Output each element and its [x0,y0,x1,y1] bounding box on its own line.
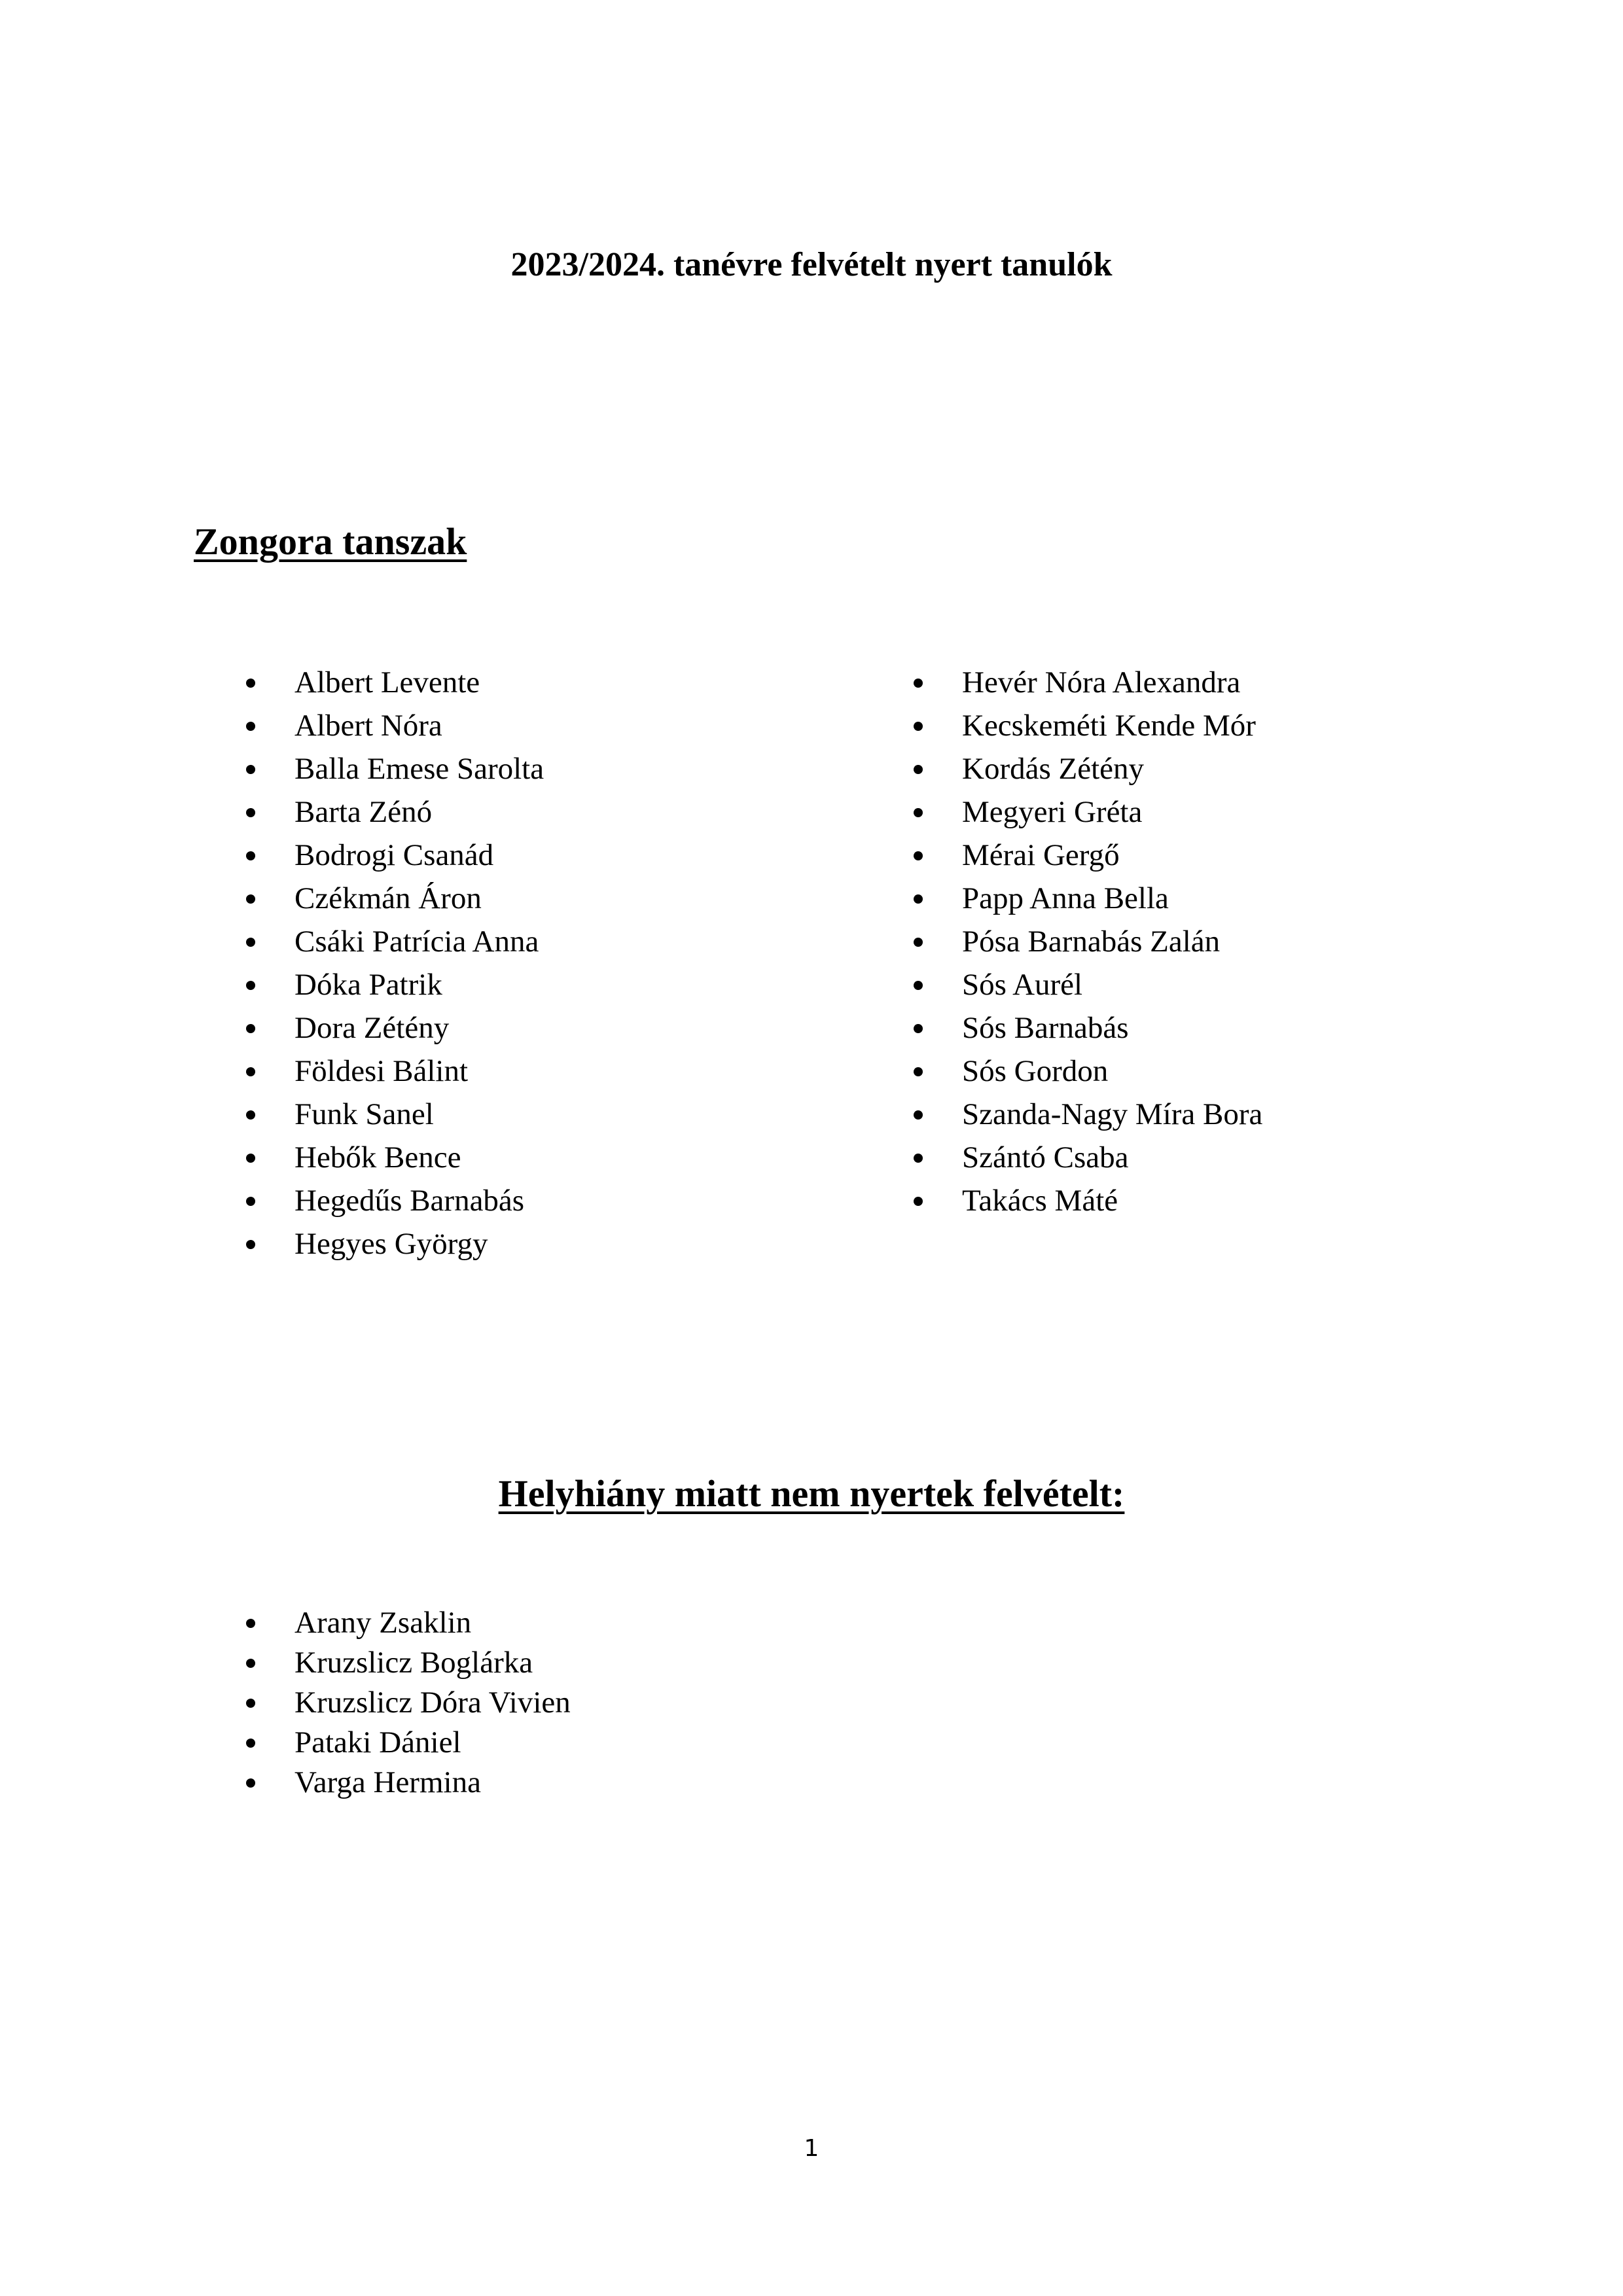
list-item [246,1603,571,1643]
list-item [914,1050,1262,1093]
list-item [246,661,544,704]
list-item [246,1050,544,1093]
list-item [246,920,544,963]
bullet-icon [246,1739,255,1748]
bullet-icon [914,679,923,688]
admitted-list-left-column [246,661,544,1265]
bullet-icon [246,851,255,860]
list-item [914,1136,1262,1179]
bullet-icon [914,1024,923,1033]
bullet-icon [914,1067,923,1076]
bullet-icon [246,1699,255,1708]
student-name: Megyeri Gréta [962,795,1143,829]
list-item [246,1643,571,1683]
bullet-icon [914,851,923,860]
bullet-icon [246,1659,255,1668]
list-item [914,877,1262,920]
bullet-icon [246,679,255,688]
bullet-icon [914,894,923,904]
bullet-icon [246,1067,255,1076]
list-item [914,1093,1262,1136]
list-item [246,1763,571,1803]
student-name: Hegyes György [294,1227,488,1261]
student-name: Földesi Bálint [294,1054,469,1088]
bullet-icon [246,1024,255,1033]
bullet-icon [246,981,255,990]
bullet-icon [246,938,255,947]
student-name: Barta Zénó [294,795,433,829]
student-name: Albert Nóra [294,709,442,743]
bullet-icon [246,1110,255,1120]
student-name: Hegedűs Barnabás [294,1184,525,1218]
document-title: 2023/2024. tanévre felvételt nyert tanulók [510,246,1113,283]
list-item [914,834,1262,877]
rejected-list [246,1603,571,1803]
student-name: Kruzslicz Dóra Vivien [294,1686,571,1720]
student-name: Sós Aurél [962,968,1083,1002]
student-name: Kordás Zétény [962,752,1144,786]
bullet-icon [914,981,923,990]
list-item [246,1179,544,1222]
student-name: Kruzslicz Boglárka [294,1646,533,1680]
bullet-icon [246,1778,255,1788]
list-item [914,963,1262,1006]
list-item [246,1683,571,1723]
list-item [914,1179,1262,1222]
student-name: Pósa Barnabás Zalán [962,925,1221,959]
admitted-list-right-column [914,661,1262,1222]
list-item [246,877,544,920]
list-item [246,790,544,834]
student-name: Szanda-Nagy Míra Bora [962,1097,1263,1131]
student-name: Hevér Nóra Alexandra [962,665,1241,699]
student-name: Hebők Bence [294,1140,461,1174]
section-heading-zongora: Zongora tanszak [194,520,467,563]
list-item [914,920,1262,963]
list-item [246,1136,544,1179]
bullet-icon [246,1197,255,1206]
student-name: Sós Gordon [962,1054,1109,1088]
list-item [246,1006,544,1050]
bullet-icon [246,765,255,774]
student-name: Kecskeméti Kende Mór [962,709,1256,743]
student-name: Arany Zsaklin [294,1606,472,1640]
list-item [246,747,544,790]
page-number: 1 [804,2135,819,2162]
student-name: Funk Sanel [294,1097,434,1131]
student-name: Csáki Patrícia Anna [294,925,539,959]
bullet-icon [914,1154,923,1163]
student-name: Mérai Gergő [962,838,1120,872]
bullet-icon [914,1110,923,1120]
list-item [914,661,1262,704]
list-item [246,1222,544,1265]
bullet-icon [246,808,255,817]
list-item [246,1093,544,1136]
bullet-icon [914,938,923,947]
list-item [246,704,544,747]
bullet-icon [914,765,923,774]
student-name: Sós Barnabás [962,1011,1129,1045]
student-name: Dora Zétény [294,1011,450,1045]
list-item [246,834,544,877]
student-name: Szántó Csaba [962,1140,1129,1174]
bullet-icon [914,1197,923,1206]
section-heading-rejected: Helyhiány miatt nem nyertek felvételt: [498,1472,1125,1515]
bullet-icon [246,722,255,731]
student-name: Albert Levente [294,665,480,699]
student-name: Papp Anna Bella [962,881,1169,915]
student-name: Czékmán Áron [294,881,482,915]
list-item [914,704,1262,747]
student-name: Balla Emese Sarolta [294,752,544,786]
bullet-icon [914,808,923,817]
list-item [914,790,1262,834]
list-item [914,747,1262,790]
bullet-icon [246,1240,255,1249]
list-item [246,963,544,1006]
bullet-icon [246,1154,255,1163]
list-item [914,1006,1262,1050]
bullet-icon [914,722,923,731]
student-name: Takács Máté [962,1184,1118,1218]
list-item [246,1723,571,1763]
student-name: Pataki Dániel [294,1725,461,1759]
student-name: Varga Hermina [294,1765,481,1799]
student-name: Bodrogi Csanád [294,838,494,872]
bullet-icon [246,1619,255,1628]
student-name: Dóka Patrik [294,968,442,1002]
bullet-icon [246,894,255,904]
